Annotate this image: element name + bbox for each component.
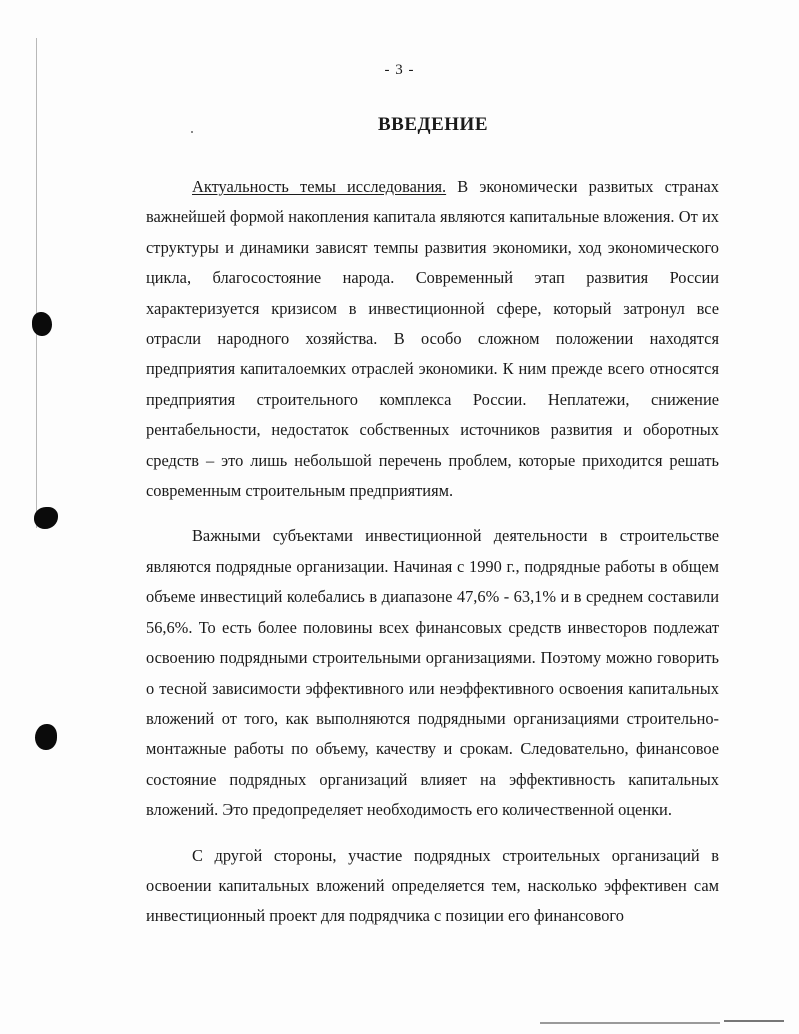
punch-hole-mark — [35, 724, 57, 750]
topic-relevance-label: Актуальность темы исследования. — [192, 177, 447, 196]
paragraph-text: Важными субъектами инвестиционной деятельности в строительстве являются подрядные организации. Начиная с 1990 г., подрядные работы в общем объеме инвестиций колебались в диапазоне 47,6% - 63,1% и в среднем составили 56,6%. То есть более половины всех финансовых средств инвесторов подлежат освоению подрядными строительными организациями. Поэтому можно говорить о тесной зависимости эффективного или неэффективного освоения капитальных вложений от того, как выполняются подрядными организациями строительно-монтажные работы по объему, качеству и срокам. Следовательно, финансовое состояние подрядных организаций влияет на эффективность капитальных вложений. Это предопределяет необходимость его количественной оценки. — [146, 526, 719, 820]
scan-edge-line — [724, 1020, 784, 1022]
paragraph-text: В экономически развитых странах важнейшей формой накопления капитала являются капитальные вложения. От их структуры и динамики зависят темпы развития экономики, ход экономического цикла, благосостояние народа. Современный этап развития России характеризуется кризисом в инвестиционной сфере, который затронул все отрасли народного хозяйства. В особо сложном положении находятся предприятия капиталоемких отраслей экономики. К ним прежде всего относятся предприятия строительного комплекса России. Неплатежи, снижение рентабельности, недостаток собственных источников развития и оборотных средств – это лишь небольшой перечень проблем, которые приходится решать современным строительным предприятиям. — [146, 177, 719, 501]
section-heading: ВВЕДЕНИЕ — [378, 114, 488, 135]
body-text — [146, 172, 719, 932]
paragraph — [146, 521, 719, 825]
scan-edge-line — [540, 1022, 720, 1024]
page-number: - 3 - — [384, 62, 415, 78]
punch-hole-mark — [32, 312, 52, 336]
binding-margin-line — [36, 38, 37, 528]
paragraph — [146, 172, 719, 506]
paragraph — [146, 841, 719, 932]
punch-hole-mark — [34, 507, 58, 529]
paragraph-text: С другой стороны, участие подрядных строительных организаций в освоении капитальных вложений определяется тем, насколько эффективен сам инвестиционный проект для подрядчика с позиции его финансового — [146, 845, 719, 926]
